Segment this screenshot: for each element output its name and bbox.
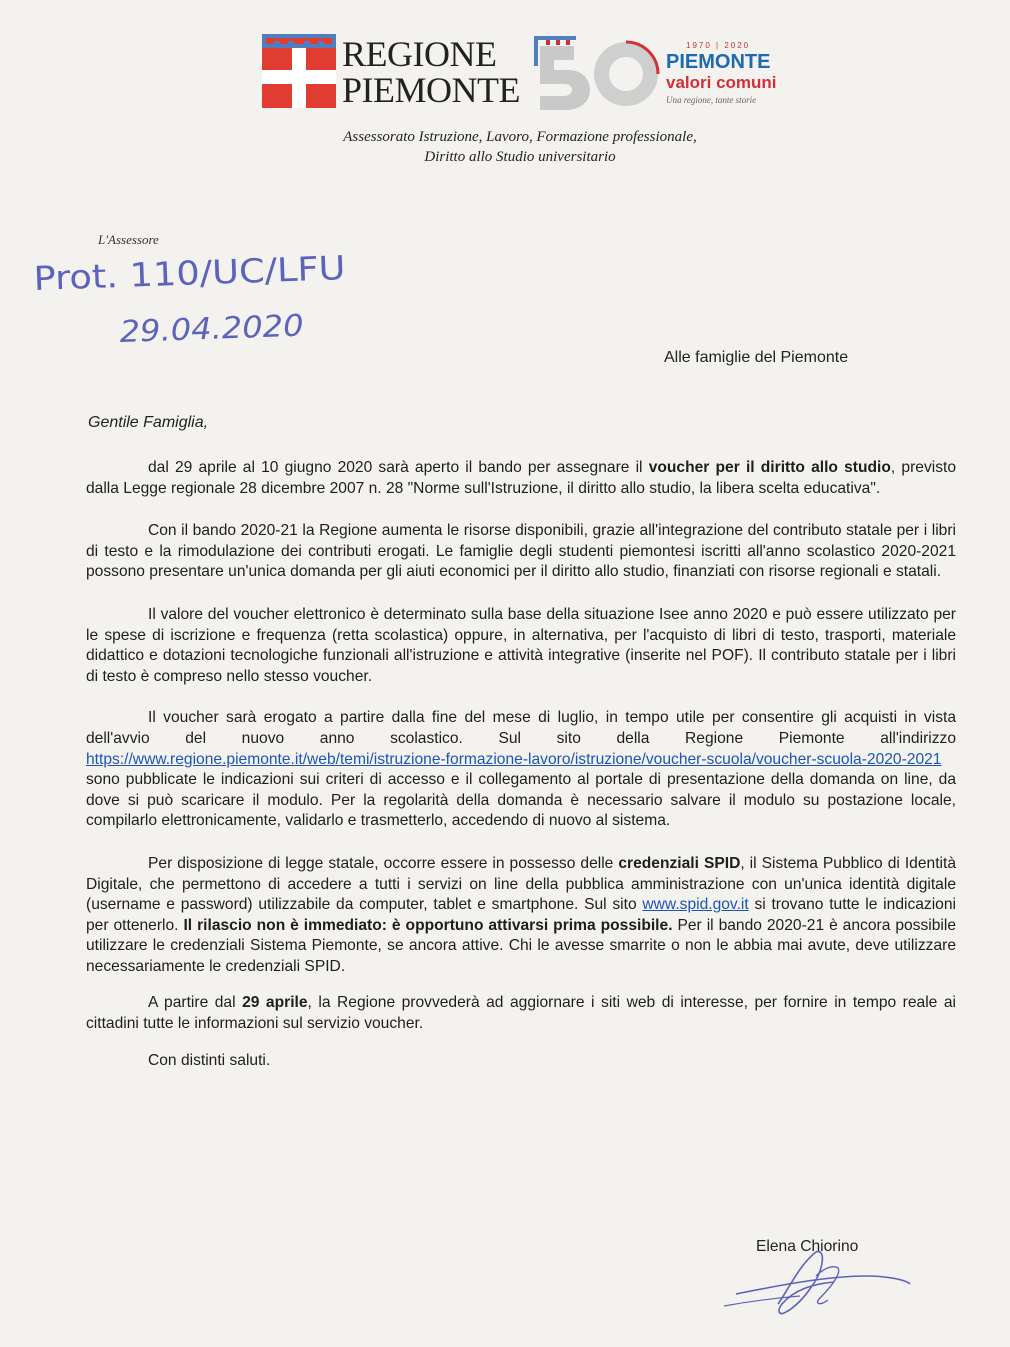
paragraph-text: , il Sistema Pubblico di Identità Digitale, che permettono di accedere a tutti i servizi on line della pubblica amministrazione con un'unica identità digitale (username e password) utilizzabile da computer, tablet e smartphone. Sul sito: [86, 854, 956, 914]
paragraph-bando: [86, 458, 956, 499]
anniversary-years: 1970 | 2020: [686, 41, 751, 50]
region-name-line1: REGIONE: [342, 34, 497, 74]
protocol-handwriting: [28, 238, 388, 354]
department-heading: [300, 127, 740, 167]
paragraph-erogazione: [86, 708, 956, 832]
paragraph-text: Il voucher sarà erogato a partire dalla fine del mese di luglio, in tempo utile per consentire gli acquisti in vista dell'avvio del nuovo anno scolastico. Sul sito della Regione Piemonte all'indirizzo: [86, 709, 956, 747]
letter-body: [86, 458, 956, 1085]
closing: Con distinti saluti.: [148, 1051, 271, 1069]
assessore-label: L'Assessore: [98, 232, 159, 247]
paragraph-valore-voucher: Il valore del voucher elettronico è determinato sulla base della situazione Isee anno 2020 e può essere utilizzato per le spese di iscrizione e frequenza (retta scolastica) oppure, in alternativa, per l'acquisto di libri di testo, trasporti, materiale didattico e dotazioni tecnologiche funzionali all'istruzione e attività integrative (inserite nel POF). Il contributo statale per i libri di testo è compreso nello stesso voucher.: [86, 605, 956, 685]
paragraph-text: dal 29 aprile al 10 giugno 2020 sarà aperto il bando per assegnare il: [148, 459, 649, 476]
spid-link[interactable]: www.spid.gov.it: [642, 896, 749, 914]
department-line1: Assessorato Istruzione, Lavoro, Formazione professionale,: [343, 129, 697, 145]
paragraph-text: , la Regione provvederà ad aggiornare i siti web di interesse, per fornire in tempo reale ai cittadini tutte le informazioni sul servizio voucher.: [86, 994, 957, 1033]
paragraph-text: Per disposizione di legge statale, occorre essere in possesso delle: [148, 854, 619, 872]
paragraph-aggiornamento: [86, 993, 956, 1034]
addressee: Alle famiglie del Piemonte: [664, 349, 849, 366]
region-name: [342, 36, 520, 108]
paragraph-bold-text: voucher per il diritto allo studio: [648, 459, 891, 476]
paragraph-bold-text: 29 aprile: [242, 994, 308, 1012]
region-name-line2: PIEMONTE: [342, 70, 520, 110]
paragraph-text: Per il bando 2020-21 è ancora possibile utilizzare le credenziali Sistema Piemonte, se ancora attive. Chi le avesse smarrite o non le abbia mai avute, deve utilizzare necessariamente le credenziali SPID.: [86, 916, 956, 975]
regione-piemonte-crest-icon: [262, 34, 336, 108]
salutation: Gentile Famiglia,: [88, 414, 209, 431]
anniversary-tagline: valori comuni: [666, 73, 777, 92]
regione-voucher-link[interactable]: https://www.regione.piemonte.it/web/temi/istruzione-formazione-lavoro/istruzione/voucher-scuola/voucher-scuola-2020-2021: [86, 750, 942, 768]
paragraph-risorse: Con il bando 2020-21 la Regione aumenta le risorse disponibili, grazie all'integrazione del contributo statale per i libri di testo e la rimodulazione dei contributi erogati. Le famiglie degli studenti piemontesi iscritti all'anno scolastico 2020-2021 possono presentare un'unica domanda per gli aiuti economici per il diritto allo studio, finanziati con risorse regionali e statali.: [86, 522, 956, 581]
protocol-number: Prot. 110/UC/LFU: [32, 249, 315, 298]
fifty-years-logo-icon: [532, 32, 664, 110]
protocol-date: 29.04.2020: [119, 309, 292, 350]
paragraph-text: A partire dal: [148, 994, 243, 1012]
anniversary-brand: PIEMONTE: [666, 51, 771, 73]
handwritten-signature-icon: [716, 1246, 912, 1318]
anniversary-motto: Una regione, tante storie: [666, 95, 757, 105]
paragraph-bold-text: Il rilascio non è immediato: è opportuno attivarsi prima possibile.: [183, 916, 673, 934]
paragraph-text: sono pubblicate le indicazioni sui criteri di accesso e il collegamento al portale di presentazione della domanda on line, da dove si può scaricare il modulo. Per la regolarità della domanda è necessario salvare il modulo su postazione locale, compilarlo elettronicamente, validarlo e trasmetterlo, accedendo di nuovo al sistema.: [86, 771, 956, 830]
paragraph-spid: [86, 854, 956, 978]
department-line2: Diritto allo Studio universitario: [424, 149, 616, 165]
paragraph-text: si trovano tutte le indicazioni per ottenerlo.: [86, 896, 956, 934]
paragraph-text: , previsto dalla Legge regionale 28 dicembre 2007 n. 28 "Norme sull'Istruzione, il diritto allo studio, la libera scelta educativa".: [86, 459, 957, 497]
signer-name: Elena Chiorino: [756, 1238, 859, 1255]
paragraph-bold-text: credenziali SPID: [618, 854, 741, 872]
